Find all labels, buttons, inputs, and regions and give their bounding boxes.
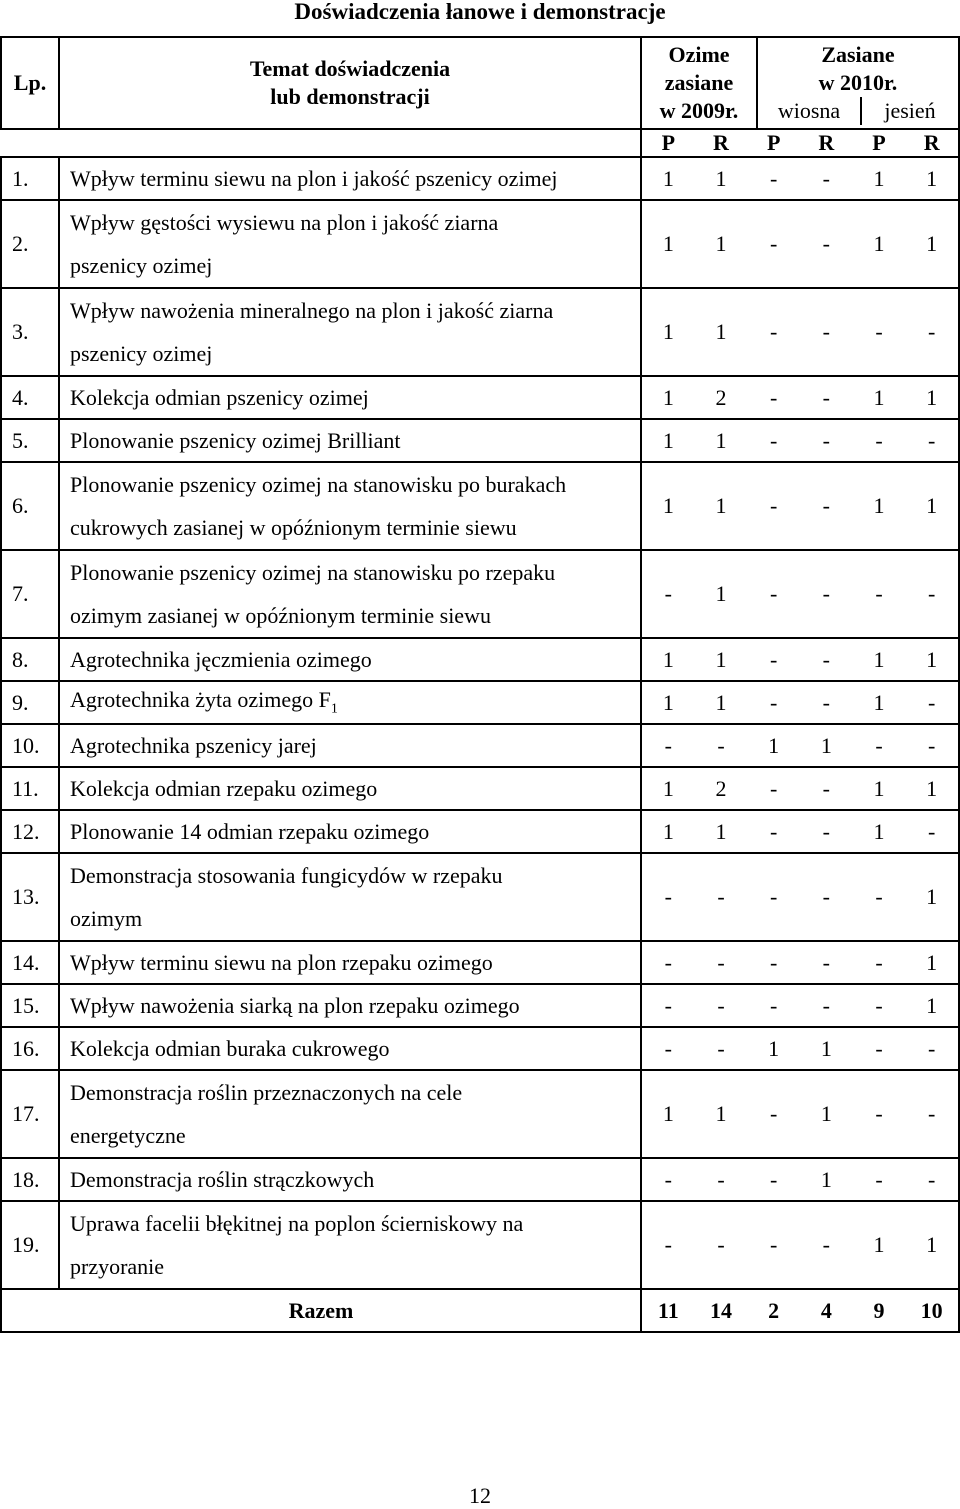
row-topic-text: pszenicy ozimej [70,341,213,366]
header-ozime-line1: Ozime [668,42,730,67]
header-pr-cells [641,129,959,157]
row-value: 1 [926,384,938,410]
row-topic-line [70,332,640,375]
row-value: - [875,581,883,606]
row-topic-line [70,463,640,506]
row-value: - [875,884,883,909]
row-topic-text: Wpływ gęstości wysiewu na plon i jakość ziarna [70,210,499,235]
row-value: 1 [662,384,674,410]
row-value: - [822,581,830,606]
row-value: 1 [873,493,885,518]
header-pr-cell: R [923,130,940,155]
row-topic-line [70,428,640,454]
header-ozime-line2: zasiane [664,70,734,95]
table-row [1,550,959,638]
row-topic-text: Plonowanie pszenicy ozimej na stanowisku po burakach [70,472,567,497]
row-topic-line [70,385,640,411]
row-values [641,984,959,1027]
row-value: - [770,581,778,606]
row-value: - [664,992,672,1018]
row-value: - [717,949,725,975]
row-value: - [770,646,778,672]
header-topic [59,37,641,129]
row-value: 1 [926,231,938,256]
header-ozime-line3: w 2009r. [659,98,739,123]
row-value: - [822,992,830,1018]
row-value: 1 [662,493,674,518]
row-value: 1 [715,319,727,344]
table-row [1,810,959,853]
row-value: - [822,165,830,191]
table-row [1,200,959,288]
row-topic-text: Agrotechnika jęczmienia ozimego [70,646,372,672]
row-values [641,638,959,681]
total-value: 10 [920,1297,943,1323]
row-value: - [875,949,883,975]
row-topic [59,288,641,376]
row-value: 1 [662,427,674,453]
row-value: - [928,1166,936,1192]
row-topic-text: Kolekcja odmian pszenicy ozimej [70,384,369,410]
row-value: 1 [873,384,885,410]
header-pr-cell: R [713,130,729,155]
experiments-table [0,36,960,1333]
row-topic-text: pszenicy ozimej [70,253,213,278]
row-value: - [664,1035,672,1061]
row-number: 13. [1,853,59,941]
total-row [1,1289,959,1332]
row-values [641,1070,959,1158]
row-value: - [875,732,883,758]
row-topic-line [70,1114,640,1157]
row-topic-line [70,551,640,594]
row-value: 2 [715,384,727,410]
header-zasiane-line1: Zasiane [821,42,895,67]
row-value: - [770,689,778,715]
row-value: - [928,427,936,453]
row-value: - [928,581,936,606]
row-value: - [928,1101,936,1126]
row-topic [59,1070,641,1158]
page-number: 12 [469,1483,491,1508]
row-topic-text: ozimym [70,906,143,931]
row-topic-text: ozimym zasianej w opóźnionym terminie siewu [70,603,491,628]
row-value: - [822,1232,830,1257]
row-value: - [822,493,830,518]
row-value: 2 [715,775,727,801]
row-value: - [770,231,778,256]
row-values [641,1158,959,1201]
row-values [641,419,959,462]
row-value: 1 [926,992,938,1018]
table-row [1,638,959,681]
row-topic-line [70,166,640,192]
row-topic-text: Kolekcja odmian rzepaku ozimego [70,775,378,801]
table-row [1,419,959,462]
table-row [1,157,959,200]
row-topic-line [70,289,640,332]
row-topic [59,853,641,941]
row-number: 2. [1,200,59,288]
row-topic-line [70,687,640,717]
row-values [641,1027,959,1070]
row-value: 1 [820,732,832,758]
row-topic-subscript: 1 [330,701,338,717]
row-number: 10. [1,724,59,767]
total-label: Razem [1,1289,641,1332]
row-topic [59,550,641,638]
row-topic-line [70,201,640,244]
row-value: - [875,319,883,344]
header-season [641,37,959,129]
header-pr-cell: P [872,130,886,155]
row-topic-text: Demonstracja stosowania fungicydów w rzepaku [70,863,503,888]
header-row [1,37,959,129]
row-value: - [822,646,830,672]
row-value: 1 [662,319,674,344]
row-value: - [770,1232,778,1257]
row-topic-text: Plonowanie pszenicy ozimej na stanowisku po rzepaku [70,560,556,585]
row-value: - [770,1166,778,1192]
header-pr-cell: R [818,130,835,155]
row-values [641,200,959,288]
row-topic [59,810,641,853]
row-value: - [770,949,778,975]
row-topic-line [70,1167,640,1193]
table-row [1,681,959,724]
table-row [1,462,959,550]
row-topic-line [70,594,640,637]
row-value: - [822,427,830,453]
row-value: 1 [662,689,674,715]
row-value: 1 [926,949,938,975]
row-topic-line [70,506,640,549]
row-value: 1 [715,818,727,844]
row-value: - [770,427,778,453]
row-number: 12. [1,810,59,853]
row-values [641,550,959,638]
row-number: 7. [1,550,59,638]
row-topic-text: Kolekcja odmian buraka cukrowego [70,1035,390,1061]
row-topic-text: Agrotechnika pszenicy jarej [70,732,317,758]
table-row [1,1027,959,1070]
row-value: 1 [926,1232,938,1257]
row-topic-text: cukrowych zasianej w opóźnionym terminie siewu [70,515,517,540]
row-value: 1 [873,231,885,256]
row-topic [59,1158,641,1201]
row-number: 9. [1,681,59,724]
row-value: - [822,231,830,256]
row-topic-text: Demonstracja roślin strączkowych [70,1166,375,1192]
total-value: 2 [768,1297,780,1323]
header-jesien: jesień [884,98,936,123]
row-value: - [822,949,830,975]
row-number: 4. [1,376,59,419]
row-number: 3. [1,288,59,376]
row-value: - [770,384,778,410]
row-topic [59,376,641,419]
row-value: 1 [662,646,674,672]
row-value: - [717,1166,725,1192]
row-topic-line [70,1071,640,1114]
table-row [1,288,959,376]
row-number: 19. [1,1201,59,1289]
row-topic [59,1201,641,1289]
table-row [1,1201,959,1289]
row-values [641,767,959,810]
row-value: - [822,319,830,344]
row-value: 1 [715,581,727,606]
header-ozime [642,38,758,128]
row-value: 1 [873,646,885,672]
row-values [641,288,959,376]
row-topic-line [70,776,640,802]
row-value: - [717,732,725,758]
row-topic-line [70,950,640,976]
row-topic [59,724,641,767]
row-number: 8. [1,638,59,681]
row-topic-text: Uprawa facelii błękitnej na poplon ścierniskowy na [70,1211,524,1236]
total-value: 14 [709,1297,732,1323]
row-topic-line [70,1036,640,1062]
row-topic-line [70,244,640,287]
header-pr-row [1,129,959,157]
header-wiosna: wiosna [758,97,862,125]
row-value: 1 [715,231,727,256]
row-topic [59,941,641,984]
table-row [1,724,959,767]
row-value: - [928,319,936,344]
row-value: - [928,689,936,715]
row-topic-line [70,647,640,673]
row-number: 16. [1,1027,59,1070]
table-row [1,1070,959,1158]
total-value: 4 [820,1297,832,1323]
row-value: - [875,1166,883,1192]
row-topic-text: Wpływ terminu siewu na plon rzepaku ozimego [70,949,493,975]
row-value: 1 [662,818,674,844]
row-value: 1 [926,775,938,801]
row-value: - [717,884,725,909]
row-topic [59,1027,641,1070]
row-values [641,681,959,724]
row-topic-text: Wpływ nawożenia siarką na plon rzepaku ozimego [70,992,520,1018]
row-topic [59,157,641,200]
row-topic [59,419,641,462]
row-value: 1 [715,646,727,672]
row-value: - [822,818,830,844]
row-topic-line [70,733,640,759]
page-title: Doświadczenia łanowe i demonstracje [294,0,666,24]
row-value: - [664,949,672,975]
header-topic-line2: lub demonstracji [270,84,430,109]
row-number: 15. [1,984,59,1027]
row-values [641,157,959,200]
row-value: - [770,165,778,191]
row-topic-line [70,819,640,845]
row-topic-line [70,1245,640,1288]
row-value: 1 [873,689,885,715]
row-value: 1 [715,493,727,518]
row-value: - [770,493,778,518]
row-value: 1 [820,1035,832,1061]
row-value: 1 [662,775,674,801]
row-value: - [770,319,778,344]
header-lp: Lp. [1,37,59,129]
row-topic-text: energetyczne [70,1123,186,1148]
table-row [1,376,959,419]
row-values [641,1201,959,1289]
row-value: 1 [820,1166,832,1192]
row-topic-line [70,897,640,940]
row-value: 1 [873,775,885,801]
row-value: 1 [715,427,727,453]
row-value: 1 [662,231,674,256]
row-value: - [664,1232,672,1257]
row-value: - [822,384,830,410]
row-value: - [928,732,936,758]
row-topic [59,681,641,724]
row-topic-text: Demonstracja roślin przeznaczonych na cele [70,1080,463,1105]
table-row [1,941,959,984]
row-topic [59,200,641,288]
row-values [641,724,959,767]
row-topic-text: Plonowanie pszenicy ozimej Brilliant [70,427,401,453]
row-topic-line [70,854,640,897]
row-topic-line [70,993,640,1019]
row-topic [59,984,641,1027]
row-value: - [770,775,778,801]
row-value: 1 [715,165,727,191]
row-number: 1. [1,157,59,200]
header-zasiane [758,38,958,128]
row-number: 11. [1,767,59,810]
row-value: - [664,884,672,909]
row-value: 1 [662,1101,674,1126]
row-value: - [770,992,778,1018]
row-value: - [928,1035,936,1061]
row-topic [59,767,641,810]
row-value: - [822,689,830,715]
row-value: - [664,1166,672,1192]
row-values [641,376,959,419]
row-number: 17. [1,1070,59,1158]
row-value: 1 [873,1232,885,1257]
table-row [1,984,959,1027]
row-number: 5. [1,419,59,462]
table-row [1,1158,959,1201]
total-value: 9 [873,1297,885,1323]
row-value: 1 [715,1101,727,1126]
row-value: 1 [926,493,938,518]
row-topic [59,462,641,550]
row-topic-text: Agrotechnika żyta ozimego F [70,687,331,713]
row-value: 1 [768,732,780,758]
table-row [1,853,959,941]
row-value: 1 [873,165,885,191]
row-number: 14. [1,941,59,984]
row-value: 1 [926,646,938,672]
row-value: - [770,1101,778,1126]
row-value: - [875,992,883,1018]
row-value: 1 [926,884,938,909]
row-number: 6. [1,462,59,550]
row-value: 1 [715,689,727,715]
row-value: 1 [662,165,674,191]
total-values [641,1289,959,1332]
header-pr-cell: P [766,130,781,155]
row-values [641,810,959,853]
row-value: - [664,581,672,606]
row-topic-text: przyoranie [70,1254,165,1279]
row-value: - [717,992,725,1018]
header-topic-line1: Temat doświadczenia [249,56,451,81]
row-topic-text: Plonowanie 14 odmian rzepaku ozimego [70,818,430,844]
row-topic-text: Wpływ nawożenia mineralnego na plon i jakość ziarna [70,298,554,323]
row-topic [59,638,641,681]
row-value: - [717,1232,725,1257]
row-values [641,462,959,550]
row-value: - [875,1035,883,1061]
row-values [641,941,959,984]
total-value: 11 [657,1297,679,1323]
row-value: 1 [873,818,885,844]
row-value: - [770,884,778,909]
row-value: 1 [820,1101,832,1126]
row-topic-text: Wpływ terminu siewu na plon i jakość pszenicy ozimej [70,165,558,191]
row-value: - [717,1035,725,1061]
row-value: - [822,884,830,909]
row-value: - [928,818,936,844]
row-value: - [875,427,883,453]
header-pr-cell: P [661,130,676,155]
row-topic-line [70,1202,640,1245]
row-value: - [822,775,830,801]
header-pr-spacer [1,129,641,157]
row-value: 1 [768,1035,780,1061]
row-value: 1 [926,165,938,191]
row-value: - [770,818,778,844]
row-number: 18. [1,1158,59,1201]
row-values [641,853,959,941]
header-zasiane-line2: w 2010r. [818,70,898,95]
table-row [1,767,959,810]
row-value: - [875,1101,883,1126]
row-value: - [664,732,672,758]
